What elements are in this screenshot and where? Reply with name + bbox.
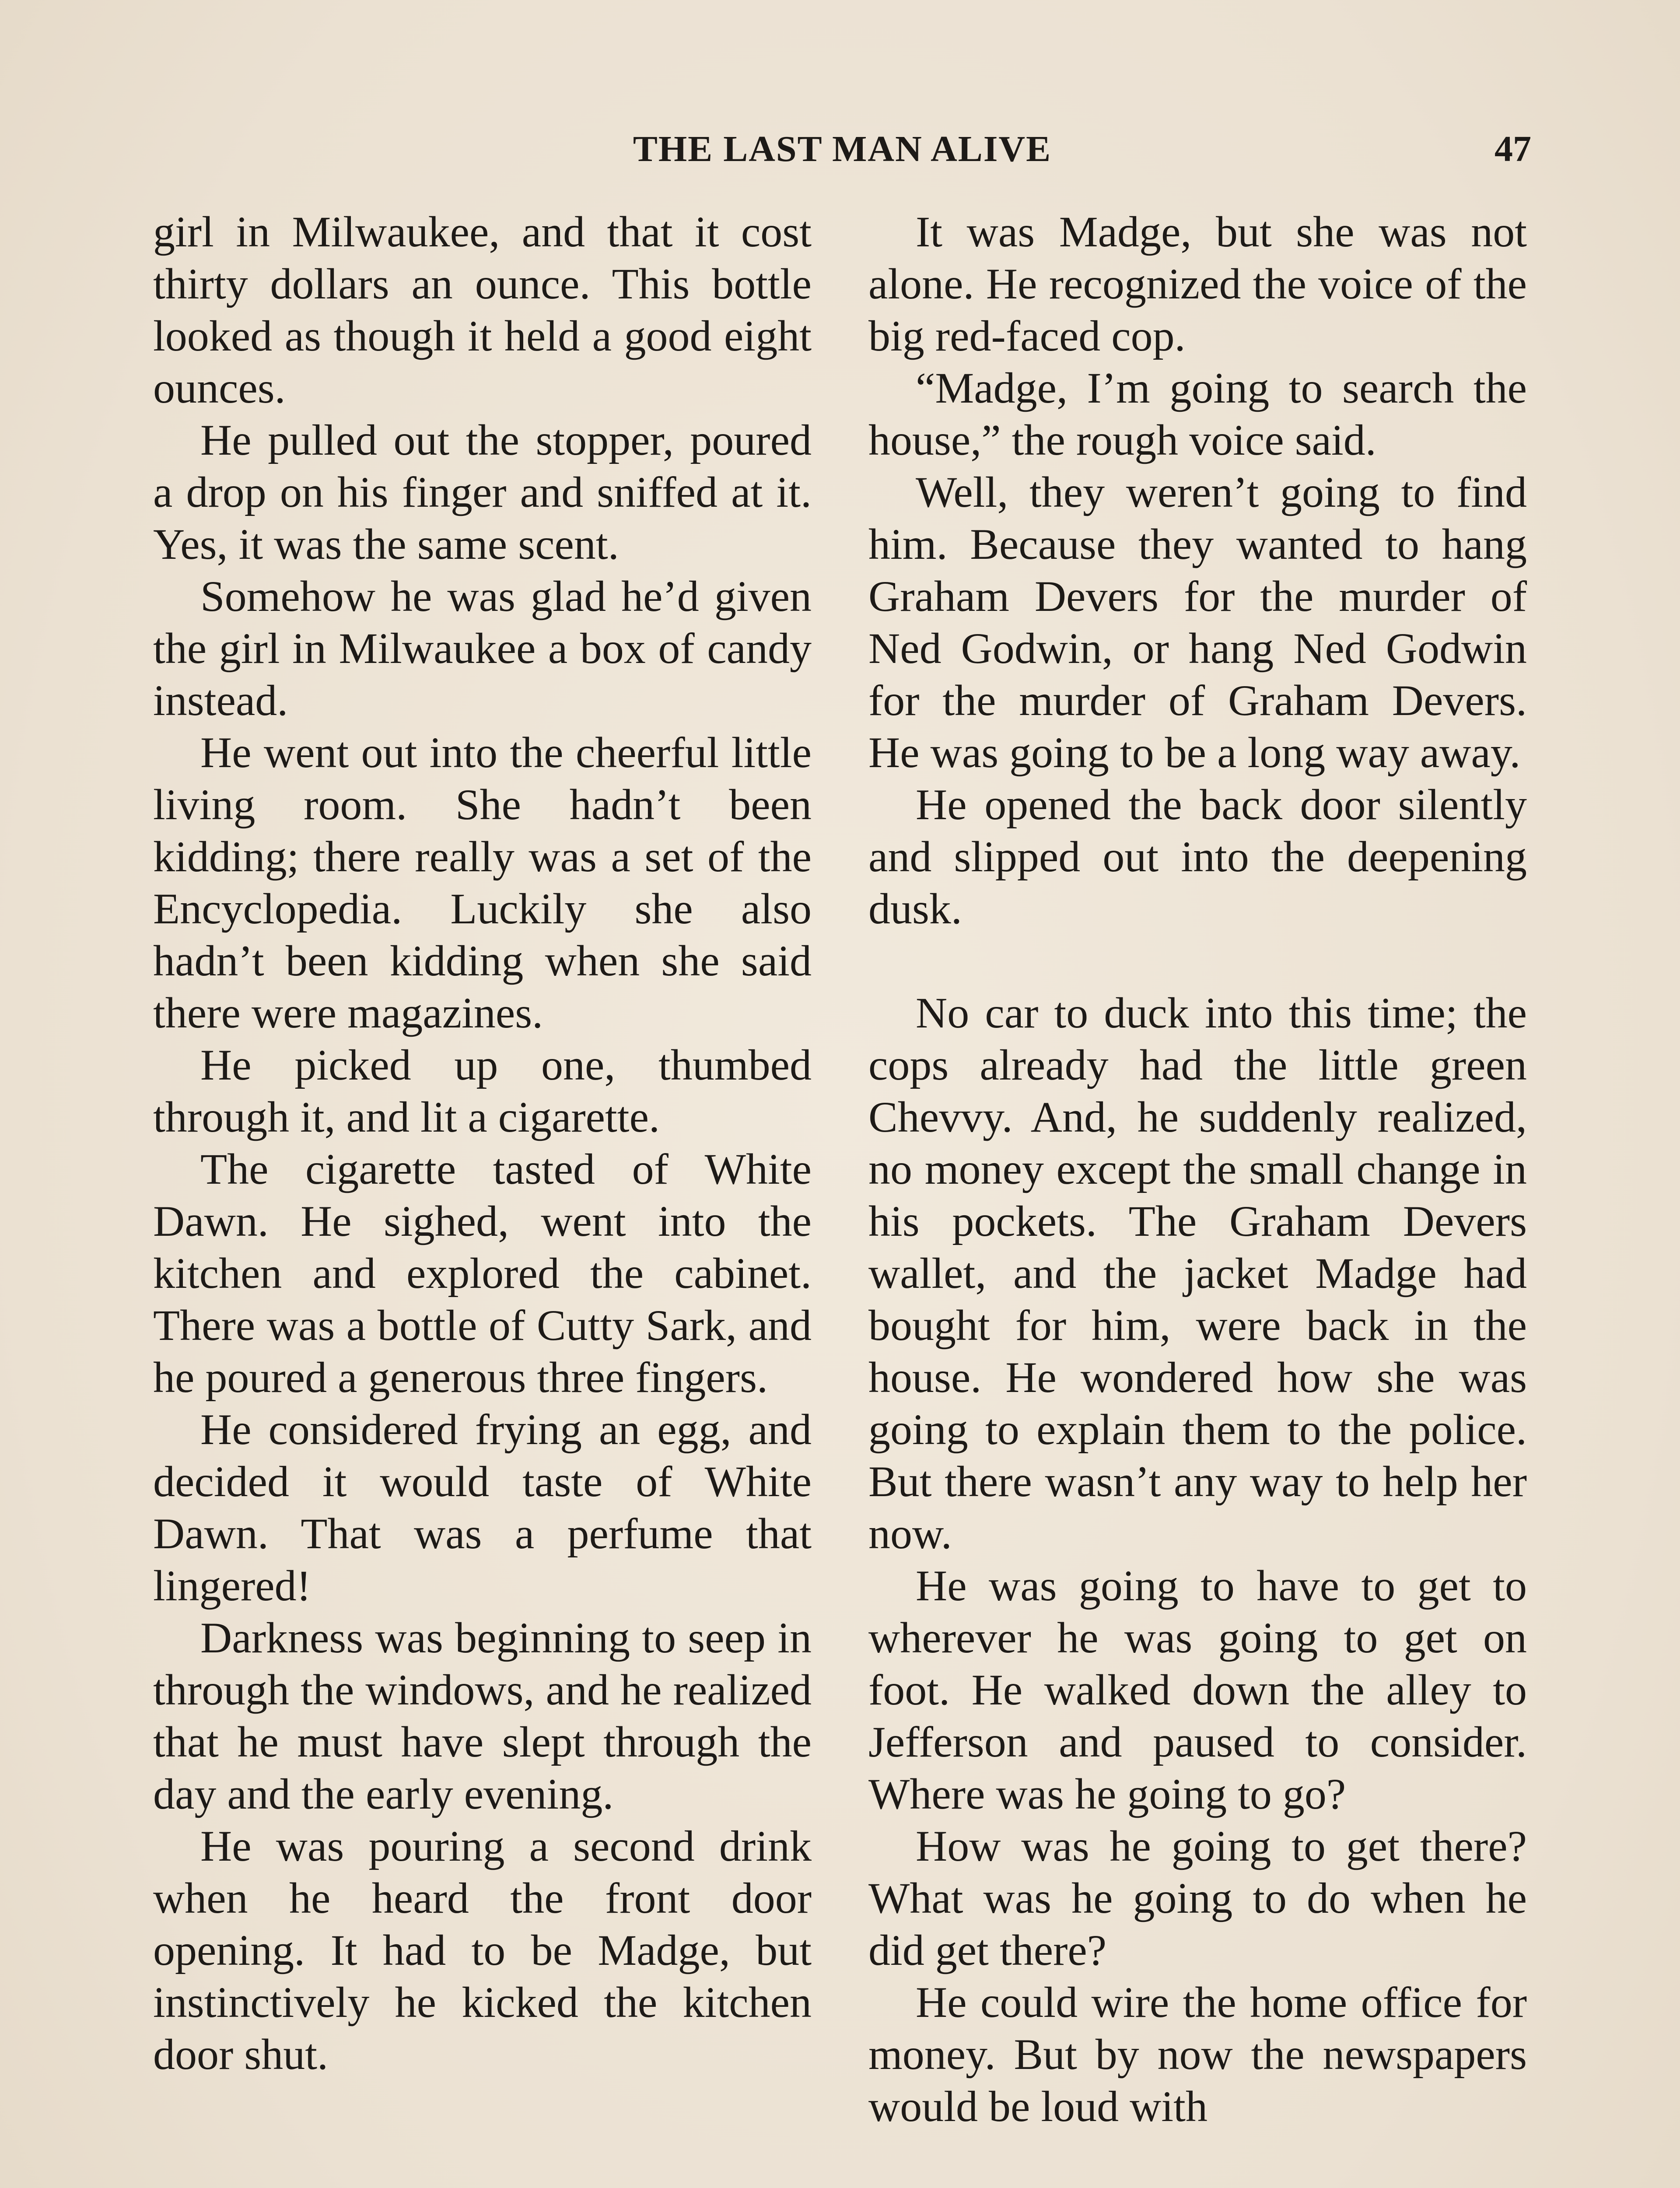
paragraph: He went out into the cheerful little living room. She hadn’t been kidding; there really was a set of the Encyclopedia. Luckily she also hadn’t been kidding when she said there were magazines. [153,728,812,1037]
paragraph: He considered frying an egg, and decided it would taste of White Dawn. That was a perfume that lingered! [153,1405,812,1610]
paragraph: girl in Milwaukee, and that it cost thirty dollars an ounce. This bottle looked as though it held a good eight ounces. [153,207,812,412]
left-column [153,206,812,2080]
right-column [868,206,1527,2132]
paragraph: How was he going to get there? What was he going to do when he did get there? [868,1822,1527,1974]
paragraph: Somehow he was glad he’d given the girl in Milwaukee a box of candy instead. [153,572,812,725]
paragraph: “Madge, I’m going to search the house,” the rough voice said. [868,364,1527,464]
running-title: THE LAST MAN ALIVE [633,129,1052,169]
paragraph: Well, they weren’t going to find him. Because they wanted to hang Graham Devers for the murder of Ned Godwin, or hang Ned Godwin for the murder of Graham Devers. He was going to be a long way away. [868,468,1527,777]
paragraph: He picked up one, thumbed through it, and lit a cigarette. [153,1041,812,1141]
page-number: 47 [1494,129,1531,169]
paragraph: It was Madge, but she was not alone. He recognized the voice of the big red-faced cop. [868,207,1527,360]
paragraph: He could wire the home office for money. But by now the newspapers would be loud with [868,1978,1527,2131]
paragraph: He was pouring a second drink when he heard the front door opening. It had to be Madge, but instinctively he kicked the kitchen door shut. [153,1822,812,2079]
paragraph: Darkness was beginning to seep in through the windows, and he realized that he must have slept through the day and the early evening. [153,1613,812,1818]
running-head [153,128,1531,180]
paragraph: The cigarette tasted of White Dawn. He sighed, went into the kitchen and explored the cabinet. There was a bottle of Cutty Sark, and he poured a generous three fingers. [153,1145,812,1402]
paragraph: He opened the back door silently and slipped out into the deepening dusk. [868,780,1527,933]
paragraph: He pulled out the stopper, poured a drop on his finger and sniffed at it. Yes, it was the same scent. [153,416,812,568]
paragraph: He was going to have to get to wherever he was going to get on foot. He walked down the alley to Jefferson and paused to consider. Where was he going to go? [868,1561,1527,1818]
paragraph: No car to duck into this time; the cops already had the little green Chevvy. And, he suddenly realized, no money except the small change in his pockets. The Graham Devers wallet, and the jacket Madge had bought for him, were back in the house. He wondered how she was going to explain them to the police. But there wasn’t any way to help her now. [868,989,1527,1558]
